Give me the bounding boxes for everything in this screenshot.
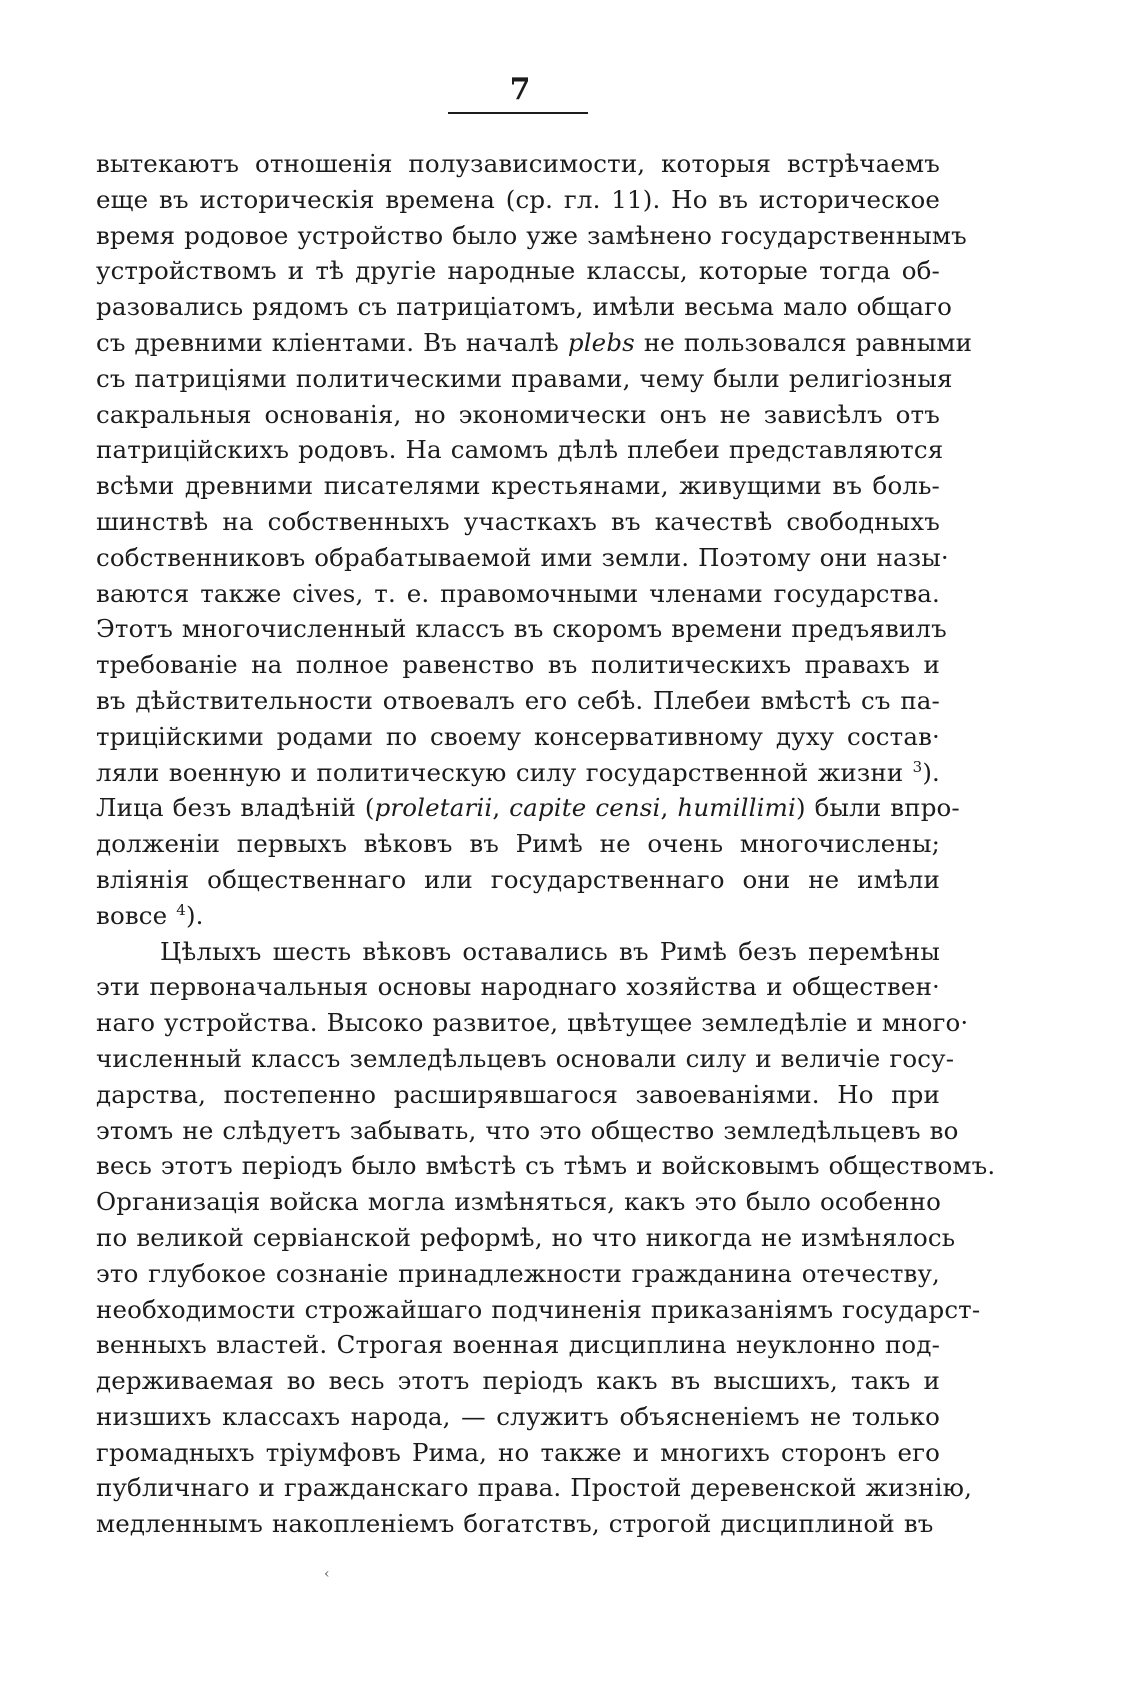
text-segment: это глубокое сознаніе принадлежности гражданина отечеству, bbox=[96, 1258, 940, 1288]
text-segment: не пользовался равными bbox=[634, 327, 973, 357]
text-line bbox=[96, 504, 940, 540]
text-line bbox=[96, 1256, 940, 1292]
page-number: 7 bbox=[509, 72, 531, 107]
text-line bbox=[96, 1435, 940, 1471]
text-line bbox=[96, 1005, 969, 1041]
text-line bbox=[96, 182, 940, 218]
text-line bbox=[96, 1148, 996, 1184]
text-line bbox=[96, 540, 949, 576]
text-segment: ваются также cives, т. е. правомочными членами государства. bbox=[96, 578, 940, 608]
text-line bbox=[96, 1363, 940, 1399]
text-line bbox=[96, 1327, 940, 1363]
text-line bbox=[96, 862, 940, 898]
text-line bbox=[96, 1220, 956, 1256]
text-segment: сакральныя основанія, но экономически онъ не зависѣлъ отъ bbox=[96, 399, 940, 429]
text-line bbox=[96, 755, 940, 791]
text-segment: , bbox=[660, 793, 678, 823]
text-line bbox=[96, 218, 967, 254]
text-line bbox=[96, 1399, 940, 1435]
text-segment: ) были впро- bbox=[795, 793, 960, 823]
text-segment: разовались рядомъ съ патриціатомъ, имѣли весьма мало общаго bbox=[96, 292, 953, 322]
text-line bbox=[96, 432, 944, 468]
text-segment: публичнаго и гражданскаго права. Простой деревенской жизнію, bbox=[96, 1473, 973, 1503]
footnote-ref: 3 bbox=[912, 757, 923, 776]
text-segment: съ древними кліентами. Въ началѣ bbox=[96, 327, 568, 357]
text-segment: , bbox=[492, 793, 510, 823]
text-line bbox=[96, 146, 940, 182]
page-number-rule bbox=[448, 112, 588, 114]
text-segment: громадныхъ тріумфовъ Рима, но также и многихъ сторонъ его bbox=[96, 1437, 940, 1467]
text-line bbox=[96, 1184, 940, 1220]
text-segment: всѣми древними писателями крестьянами, живущими въ боль- bbox=[96, 471, 940, 501]
text-line bbox=[96, 397, 940, 433]
body-text bbox=[96, 146, 996, 1542]
text-segment: вытекаютъ отношенія полузависимости, которыя встрѣчаемъ bbox=[96, 149, 940, 178]
text-segment: держиваемая во весь этотъ періодъ какъ въ высшихъ, такъ и bbox=[96, 1366, 940, 1396]
text-segment: по великой сервіанской реформѣ, но что никогда не измѣнялось bbox=[96, 1222, 956, 1252]
text-segment: низшихъ классахъ народа, — служитъ объясненіемъ не только bbox=[96, 1401, 940, 1431]
text-segment: Лица безъ владѣній ( bbox=[96, 793, 375, 823]
text-segment: дарства, постепенно расширявшагося завоеваніями. Но при bbox=[96, 1079, 940, 1109]
text-segment: устройствомъ и тѣ другіе народные классы, которые тогда об- bbox=[96, 256, 940, 286]
text-segment: венныхъ властей. Строгая военная дисциплина неуклонно под- bbox=[96, 1330, 940, 1360]
text-segment: время родовое устройство было уже замѣнено государственнымъ bbox=[96, 220, 967, 250]
text-line bbox=[96, 969, 940, 1005]
text-segment: въ дѣйствительности отвоевалъ его себѣ. Плебеи вмѣстѣ съ па- bbox=[96, 685, 940, 715]
text-line bbox=[96, 934, 940, 970]
text-line bbox=[96, 361, 953, 397]
italic-term: humillimi bbox=[677, 793, 796, 823]
text-segment: еще въ историческія времена (ср. гл. 11). Но въ историческое bbox=[96, 184, 940, 214]
text-segment: весь этотъ періодъ было вмѣстѣ съ тѣмъ и войсковымъ обществомъ. bbox=[96, 1151, 996, 1181]
text-segment: требованіе на полное равенство въ политическихъ правахъ и bbox=[96, 650, 940, 680]
text-line bbox=[96, 1041, 955, 1077]
text-segment: Цѣлыхъ шесть вѣковъ оставались въ Римѣ безъ перемѣны bbox=[160, 936, 940, 966]
text-segment: шинствѣ на собственныхъ участкахъ въ качествѣ свободныхъ bbox=[96, 506, 940, 536]
text-line bbox=[96, 1113, 959, 1149]
text-segment: численный классъ земледѣльцевъ основали силу и величіе госу- bbox=[96, 1043, 955, 1073]
text-line bbox=[96, 468, 940, 504]
text-line bbox=[96, 611, 947, 647]
italic-term: capite censi bbox=[509, 793, 661, 823]
text-line bbox=[96, 826, 940, 862]
text-line bbox=[96, 325, 973, 361]
text-line bbox=[96, 289, 953, 325]
text-segment: необходимости строжайшаго подчиненія приказаніямъ государст- bbox=[96, 1294, 981, 1324]
text-segment: вовсе bbox=[96, 900, 177, 930]
text-segment: наго устройства. Высоко развитое, цвѣтущее земледѣліе и много· bbox=[96, 1008, 969, 1038]
text-segment: триційскими родами по своему консервативному духу состав· bbox=[96, 721, 940, 751]
text-line bbox=[96, 1506, 940, 1542]
text-line bbox=[96, 1077, 940, 1113]
text-line bbox=[96, 790, 960, 826]
text-segment: эти первоначальныя основы народнаго хозяйства и обществен· bbox=[96, 972, 940, 1002]
text-line bbox=[96, 898, 940, 934]
text-segment: медленнымъ накопленіемъ богатствъ, строгой дисциплиной въ bbox=[96, 1509, 934, 1539]
text-line bbox=[96, 1470, 973, 1506]
text-line bbox=[96, 1292, 981, 1328]
text-segment: съ патриціями политическими правами, чему были религіозныя bbox=[96, 363, 953, 393]
italic-term: proletarii bbox=[374, 793, 493, 823]
text-line bbox=[96, 719, 940, 755]
text-segment: Этотъ многочисленный классъ въ скоромъ времени предъявилъ bbox=[96, 614, 947, 644]
text-segment: ляли военную и политическую силу государственной жизни bbox=[96, 757, 913, 787]
text-segment: этомъ не слѣдуетъ забывать, что это общество земледѣльцевъ во bbox=[96, 1115, 959, 1145]
footnote-ref: 4 bbox=[176, 900, 186, 919]
text-line bbox=[96, 647, 940, 683]
text-line bbox=[96, 683, 940, 719]
text-segment: вліянія общественнаго или государственнаго они не имѣли bbox=[96, 864, 940, 894]
text-segment: ). bbox=[185, 900, 204, 930]
italic-term: plebs bbox=[567, 327, 635, 357]
text-segment: ). bbox=[922, 757, 940, 787]
stray-mark: ‹ bbox=[324, 1566, 330, 1582]
text-segment: собственниковъ обрабатываемой ими земли. Поэтому они назы· bbox=[96, 542, 949, 572]
text-line bbox=[96, 576, 940, 612]
text-line bbox=[96, 253, 940, 289]
text-segment: долженіи первыхъ вѣковъ въ Римѣ не очень многочислены; bbox=[96, 829, 940, 859]
text-segment: патриційскихъ родовъ. На самомъ дѣлѣ плебеи представляются bbox=[96, 435, 944, 465]
text-segment: Организація войска могла измѣняться, какъ это было особенно bbox=[96, 1187, 942, 1217]
